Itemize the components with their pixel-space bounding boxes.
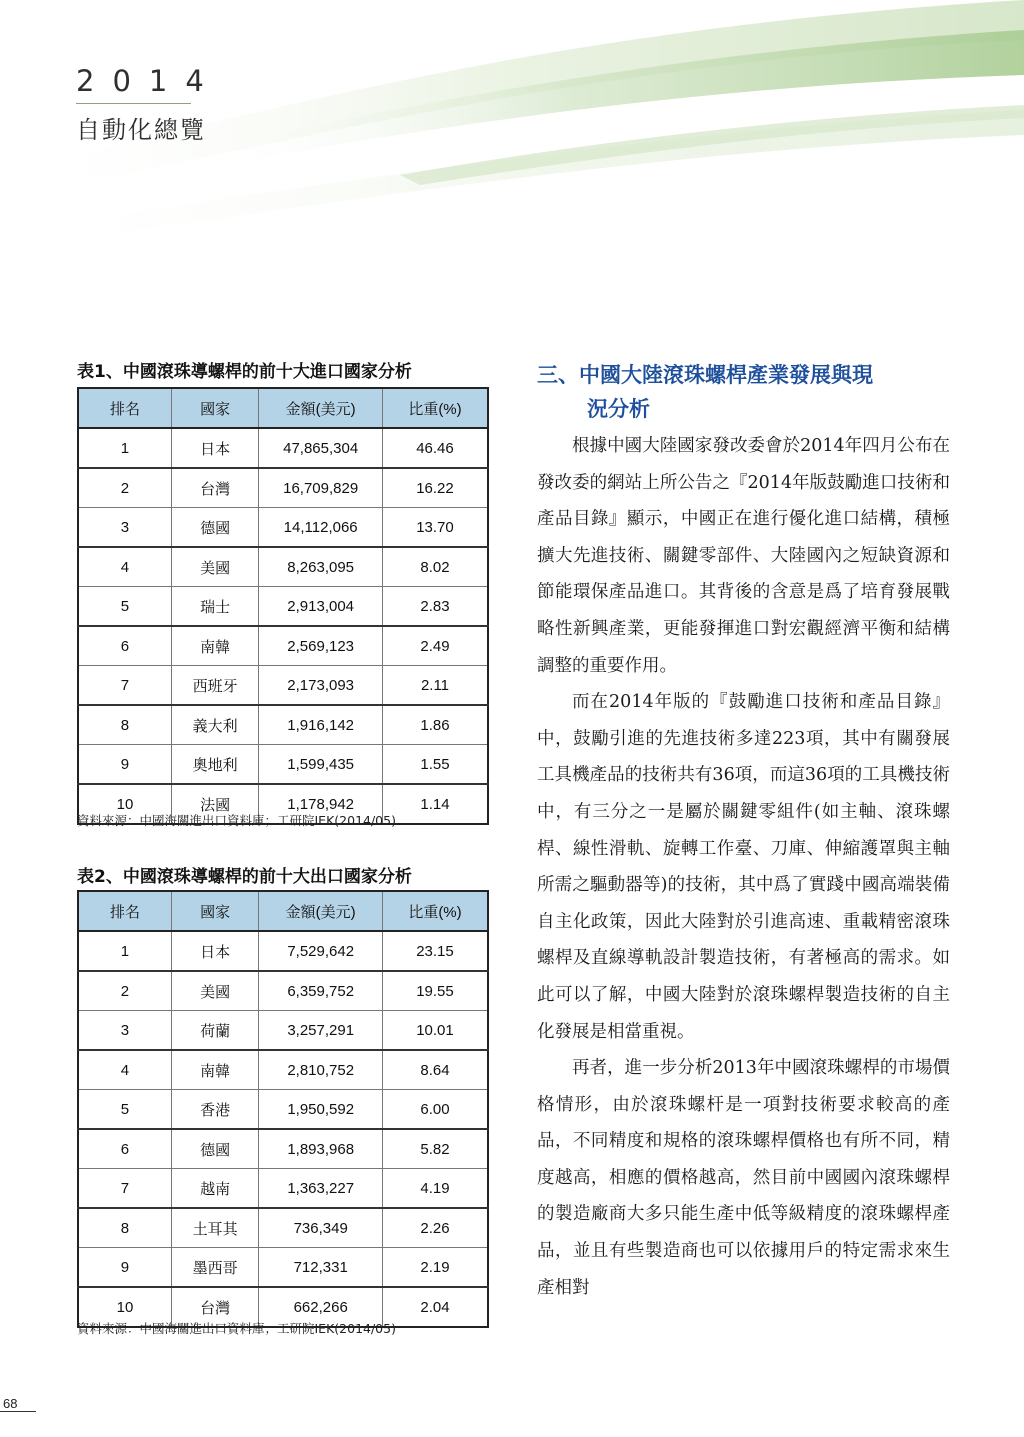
country-cell: 香港 bbox=[171, 1090, 258, 1130]
table2-source: 資料來源：中國海關進出口資料庫；工研院IEK(2014/05) bbox=[77, 1321, 396, 1336]
table-row bbox=[78, 1169, 488, 1209]
amount-cell: 2,913,004 bbox=[259, 587, 383, 627]
amount-cell: 2,569,123 bbox=[259, 626, 383, 666]
rank-cell: 4 bbox=[78, 1050, 171, 1090]
rank-cell: 8 bbox=[78, 705, 171, 745]
table2-title: 表2、中國滾珠導螺桿的前十大出口國家分析 bbox=[77, 867, 412, 887]
amount-cell: 6,359,752 bbox=[259, 971, 383, 1011]
share-cell: 46.46 bbox=[382, 428, 488, 468]
rank-cell: 7 bbox=[78, 1169, 171, 1209]
country-cell: 美國 bbox=[171, 547, 258, 587]
country-cell: 瑞士 bbox=[171, 587, 258, 627]
country-cell: 西班牙 bbox=[171, 666, 258, 706]
paragraph-1: 根據中國大陸國家發改委會於2014年四月公布在發改委的網站上所公告之『2014年版鼓勵進口技術和產品目錄』顯示，中國正在進行優化進口結構，積極擴大先進技術、關鍵零部件、大陸國內之短缺資源和節能環保產品進口。其背後的含意是爲了培育發展戰略性新興產業，更能發揮進口對宏觀經濟平衡和結構調整的重要作用。 bbox=[537, 436, 950, 676]
amount-cell: 8,263,095 bbox=[259, 547, 383, 587]
table-row bbox=[78, 666, 488, 706]
rank-cell: 2 bbox=[78, 468, 171, 508]
column-header-share: 比重(%) bbox=[382, 891, 488, 931]
rank-cell: 1 bbox=[78, 931, 171, 971]
amount-cell: 2,810,752 bbox=[259, 1050, 383, 1090]
rank-cell: 3 bbox=[78, 1011, 171, 1051]
table-row bbox=[78, 468, 488, 508]
share-cell: 5.82 bbox=[382, 1129, 488, 1169]
section-heading-line2: 況分析 bbox=[587, 397, 650, 421]
share-cell: 6.00 bbox=[382, 1090, 488, 1130]
amount-cell: 2,173,093 bbox=[259, 666, 383, 706]
article-body bbox=[537, 428, 950, 1306]
rank-cell: 5 bbox=[78, 1090, 171, 1130]
amount-cell: 47,865,304 bbox=[259, 428, 383, 468]
amount-cell: 1,363,227 bbox=[259, 1169, 383, 1209]
share-cell: 2.26 bbox=[382, 1208, 488, 1248]
page-number: 68 bbox=[3, 1396, 18, 1411]
share-cell: 19.55 bbox=[382, 971, 488, 1011]
amount-cell: 14,112,066 bbox=[259, 508, 383, 548]
table1-title: 表1、中國滾珠導螺桿的前十大進口國家分析 bbox=[77, 362, 412, 382]
table1-source: 資料來源：中國海關進出口資料庫；工研院IEK(2014/05) bbox=[77, 813, 396, 828]
rank-cell: 7 bbox=[78, 666, 171, 706]
share-cell: 1.55 bbox=[382, 745, 488, 785]
amount-cell: 1,178,942 bbox=[259, 784, 383, 824]
share-cell: 2.83 bbox=[382, 587, 488, 627]
country-cell: 義大利 bbox=[171, 705, 258, 745]
rank-cell: 9 bbox=[78, 1248, 171, 1288]
country-cell: 日本 bbox=[171, 931, 258, 971]
country-cell: 台灣 bbox=[171, 468, 258, 508]
column-header-country: 國家 bbox=[171, 388, 258, 428]
column-header-rank: 排名 bbox=[78, 891, 171, 931]
country-cell: 越南 bbox=[171, 1169, 258, 1209]
share-cell: 2.49 bbox=[382, 626, 488, 666]
amount-cell: 1,916,142 bbox=[259, 705, 383, 745]
export-table bbox=[77, 890, 489, 1328]
country-cell: 南韓 bbox=[171, 1050, 258, 1090]
amount-cell: 1,599,435 bbox=[259, 745, 383, 785]
amount-cell: 1,893,968 bbox=[259, 1129, 383, 1169]
rank-cell: 6 bbox=[78, 1129, 171, 1169]
table-row bbox=[78, 1011, 488, 1051]
table-row bbox=[78, 1248, 488, 1288]
country-cell: 德國 bbox=[171, 1129, 258, 1169]
amount-cell: 3,257,291 bbox=[259, 1011, 383, 1051]
country-cell: 美國 bbox=[171, 971, 258, 1011]
header-divider bbox=[76, 103, 191, 104]
share-cell: 2.19 bbox=[382, 1248, 488, 1288]
rank-cell: 4 bbox=[78, 547, 171, 587]
amount-cell: 16,709,829 bbox=[259, 468, 383, 508]
table-row bbox=[78, 931, 488, 971]
table-row bbox=[78, 428, 488, 468]
column-header-country: 國家 bbox=[171, 891, 258, 931]
rank-cell: 3 bbox=[78, 508, 171, 548]
amount-cell: 662,266 bbox=[259, 1287, 383, 1327]
paragraph-2: 而在2014年版的『鼓勵進口技術和產品目錄』中，鼓勵引進的先進技術多達223項，其中有關發展工具機產品的技術共有36項，而這36項的工具機技術中，有三分之一是屬於關鍵零組件(如主軸、滾珠螺桿、線性滑軌、旋轉工作臺、刀庫、伸縮護罩與主軸所需之驅動器等)的技術，其中爲了實踐中國高端裝備自主化政策，因此大陸對於引進高速、重載精密滾珠螺桿及直線導軌設計製造技術，有著極高的需求。如此可以了解，中國大陸對於滾珠螺桿製造技術的自主化發展是相當重視。 bbox=[537, 692, 950, 1042]
publication-title: 自動化總覽 bbox=[76, 116, 206, 144]
table-row bbox=[78, 587, 488, 627]
rank-cell: 5 bbox=[78, 587, 171, 627]
import-table bbox=[77, 387, 489, 825]
country-cell: 荷蘭 bbox=[171, 1011, 258, 1051]
rank-cell: 1 bbox=[78, 428, 171, 468]
table-row bbox=[78, 1208, 488, 1248]
share-cell: 10.01 bbox=[382, 1011, 488, 1051]
table-header-row bbox=[78, 388, 488, 428]
publication-year: 2014 bbox=[76, 64, 222, 98]
share-cell: 8.64 bbox=[382, 1050, 488, 1090]
share-cell: 4.19 bbox=[382, 1169, 488, 1209]
rank-cell: 8 bbox=[78, 1208, 171, 1248]
amount-cell: 7,529,642 bbox=[259, 931, 383, 971]
amount-cell: 1,950,592 bbox=[259, 1090, 383, 1130]
country-cell: 法國 bbox=[171, 784, 258, 824]
amount-cell: 736,349 bbox=[259, 1208, 383, 1248]
share-cell: 2.04 bbox=[382, 1287, 488, 1327]
column-header-amount: 金額(美元) bbox=[259, 388, 383, 428]
table-row bbox=[78, 547, 488, 587]
rank-cell: 10 bbox=[78, 1287, 171, 1327]
column-header-rank: 排名 bbox=[78, 388, 171, 428]
section-heading bbox=[537, 358, 957, 426]
country-cell: 日本 bbox=[171, 428, 258, 468]
column-header-amount: 金額(美元) bbox=[259, 891, 383, 931]
country-cell: 台灣 bbox=[171, 1287, 258, 1327]
share-cell: 23.15 bbox=[382, 931, 488, 971]
country-cell: 南韓 bbox=[171, 626, 258, 666]
amount-cell: 712,331 bbox=[259, 1248, 383, 1288]
rank-cell: 6 bbox=[78, 626, 171, 666]
rank-cell: 9 bbox=[78, 745, 171, 785]
table-row bbox=[78, 745, 488, 785]
country-cell: 奧地利 bbox=[171, 745, 258, 785]
column-header-share: 比重(%) bbox=[382, 388, 488, 428]
share-cell: 8.02 bbox=[382, 547, 488, 587]
share-cell: 2.11 bbox=[382, 666, 488, 706]
share-cell: 1.86 bbox=[382, 705, 488, 745]
header-swoosh-decoration bbox=[0, 0, 1024, 300]
paragraph-3: 再者，進一步分析2013年中國滾珠螺桿的市場價格情形，由於滾珠螺杆是一項對技術要求較高的產品，不同精度和規格的滾珠螺桿價格也有所不同，精度越高，相應的價格越高，然目前中國國內滾珠螺桿的製造廠商大多只能生產中低等級精度的滾珠螺桿產品，並且有些製造商也可以依據用戶的特定需求來生產相對 bbox=[537, 1058, 950, 1298]
table-row bbox=[78, 1129, 488, 1169]
section-heading-line1: 三、中國大陸滾珠螺桿產業發展與現 bbox=[537, 363, 873, 387]
table-row bbox=[78, 508, 488, 548]
country-cell: 德國 bbox=[171, 508, 258, 548]
table-header-row bbox=[78, 891, 488, 931]
page-number-rule bbox=[0, 1411, 36, 1412]
table-row bbox=[78, 705, 488, 745]
rank-cell: 2 bbox=[78, 971, 171, 1011]
share-cell: 13.70 bbox=[382, 508, 488, 548]
table-row bbox=[78, 1050, 488, 1090]
country-cell: 墨西哥 bbox=[171, 1248, 258, 1288]
rank-cell: 10 bbox=[78, 784, 171, 824]
table-row bbox=[78, 1090, 488, 1130]
share-cell: 16.22 bbox=[382, 468, 488, 508]
table-row bbox=[78, 626, 488, 666]
country-cell: 土耳其 bbox=[171, 1208, 258, 1248]
table-row bbox=[78, 971, 488, 1011]
share-cell: 1.14 bbox=[382, 784, 488, 824]
